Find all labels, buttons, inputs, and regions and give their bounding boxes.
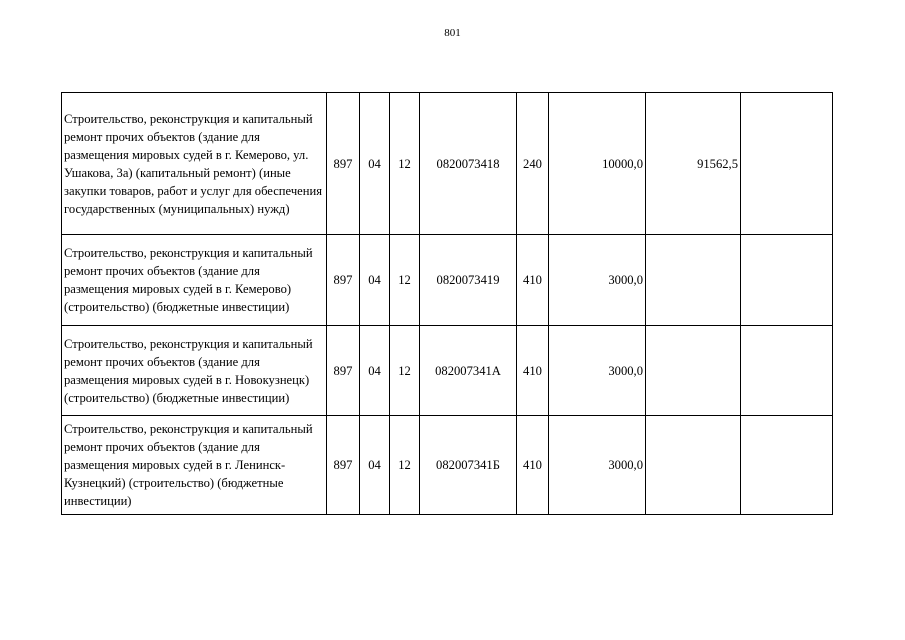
section-code-cell: 04	[360, 416, 390, 515]
amount-3-cell	[741, 235, 833, 326]
expense-type-cell: 410	[517, 416, 549, 515]
ministry-code-cell: 897	[327, 326, 360, 416]
description-cell: Строительство, реконструкция и капитальный ремонт прочих объектов (здание для размещения мировых судей в г. Кемерово, ул. Ушакова, 3а) (капитальный ремонт) (иные закупки товаров, работ и услуг для обеспечения государственных (муниципальных) нужд)	[62, 93, 327, 235]
amount-2-cell	[646, 235, 741, 326]
expense-type-cell: 410	[517, 235, 549, 326]
description-cell: Строительство, реконструкция и капитальный ремонт прочих объектов (здание для размещения мировых судей в г. Новокузнецк) (строительство) (бюджетные инвестиции)	[62, 326, 327, 416]
amount-3-cell	[741, 93, 833, 235]
subsection-code-cell: 12	[390, 93, 420, 235]
table-row	[62, 326, 833, 416]
amount-3-cell	[741, 416, 833, 515]
subsection-code-cell: 12	[390, 326, 420, 416]
amount-1-cell: 3000,0	[549, 416, 646, 515]
ministry-code-cell: 897	[327, 416, 360, 515]
amount-1-cell: 10000,0	[549, 93, 646, 235]
target-article-cell: 082007341Б	[420, 416, 517, 515]
target-article-cell: 0820073418	[420, 93, 517, 235]
expense-type-cell: 240	[517, 93, 549, 235]
subsection-code-cell: 12	[390, 235, 420, 326]
amount-3-cell	[741, 326, 833, 416]
section-code-cell: 04	[360, 235, 390, 326]
amount-2-cell	[646, 326, 741, 416]
budget-table	[61, 92, 833, 515]
ministry-code-cell: 897	[327, 93, 360, 235]
target-article-cell: 0820073419	[420, 235, 517, 326]
table-row	[62, 416, 833, 515]
table-row	[62, 235, 833, 326]
page-number: 801	[444, 27, 461, 39]
description-cell: Строительство, реконструкция и капитальный ремонт прочих объектов (здание для размещения мировых судей в г. Ленинск-Кузнецкий) (строительство) (бюджетные инвестиции)	[62, 416, 327, 515]
amount-2-cell	[646, 416, 741, 515]
amount-2-cell: 91562,5	[646, 93, 741, 235]
table-row	[62, 93, 833, 235]
section-code-cell: 04	[360, 326, 390, 416]
amount-1-cell: 3000,0	[549, 235, 646, 326]
expense-type-cell: 410	[517, 326, 549, 416]
ministry-code-cell: 897	[327, 235, 360, 326]
amount-1-cell: 3000,0	[549, 326, 646, 416]
section-code-cell: 04	[360, 93, 390, 235]
subsection-code-cell: 12	[390, 416, 420, 515]
description-cell: Строительство, реконструкция и капитальный ремонт прочих объектов (здание для размещения мировых судей в г. Кемерово) (строительство) (бюджетные инвестиции)	[62, 235, 327, 326]
target-article-cell: 082007341А	[420, 326, 517, 416]
